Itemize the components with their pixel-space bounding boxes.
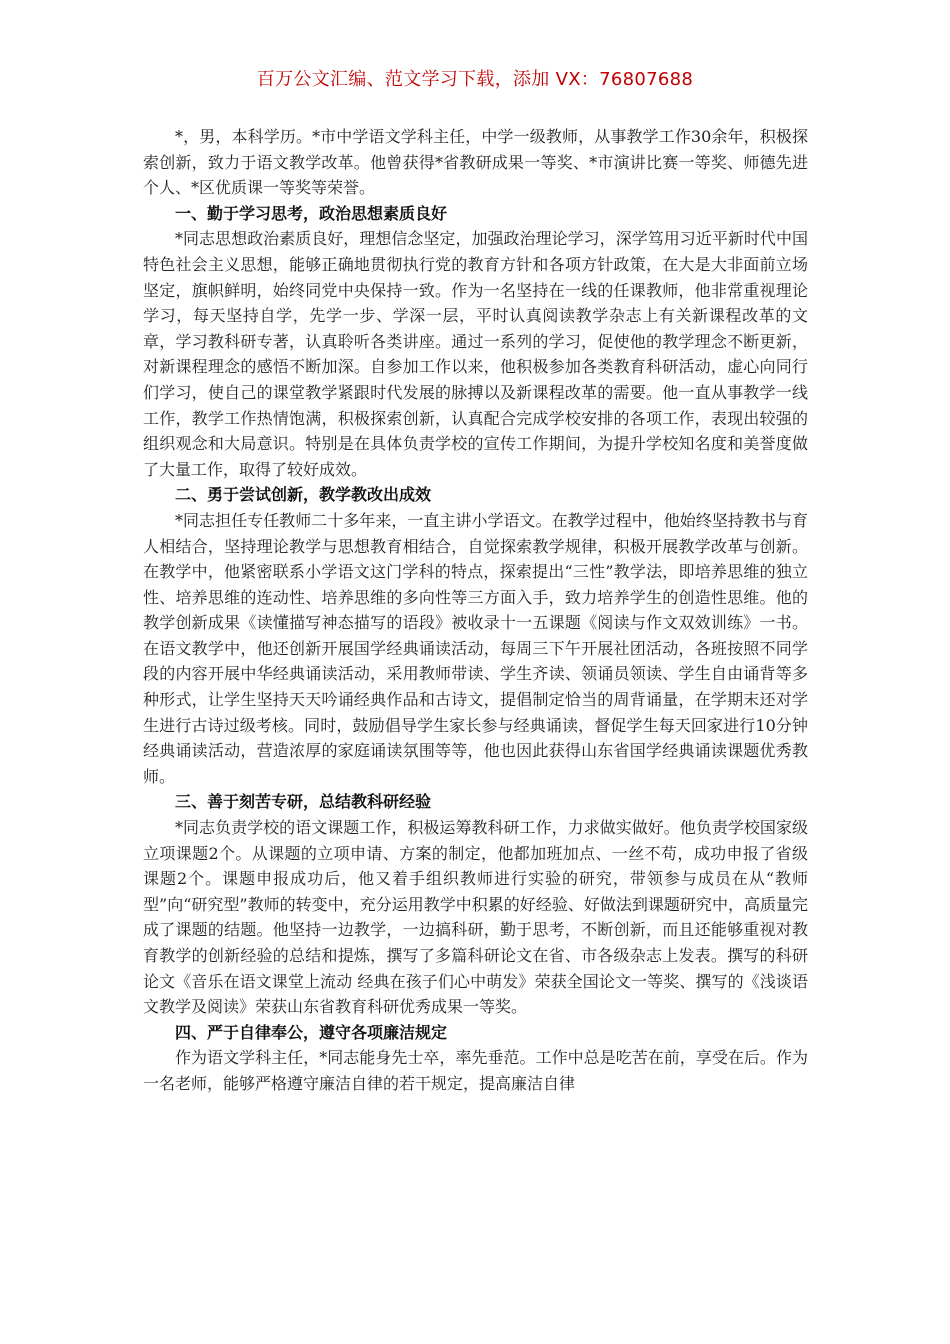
- section-heading-4: 四、严于自律奉公，遵守各项廉洁规定: [175, 1022, 448, 1042]
- section-paragraph-3: *同志负责学校的语文课题工作，积极运筹教科研工作，力求做实做好。他负责学校国家级立项课题2个。从课题的立项申请、方案的制定，他都加班加点、一丝不苟，成功申报了省级课题2个。课题申报成功后，他又着手组织教师进行实验的研究，带领参与成员在从“教师型”向“研究型”教师的转变中，充分运用教学中积累的好经验、好做法到课题研究中，高质量完成了课题的结题。他坚持一边教学，一边搞科研，勤于思考，不断创新，而且还能够重视对教育教学的创新经验的总结和提炼，撰写了多篇科研论文在省、市各级杂志上发表。撰写的科研论文《音乐在语文课堂上流动 经典在孩子们心中萌发》荣获全国论文一等奖、撰写的《浅谈语文教学及阅读》荣获山东省教育科研优秀成果一等奖。: [143, 818, 808, 1017]
- section-paragraph-2: *同志担任专任教师二十多年来，一直主讲小学语文。在教学过程中，他始终坚持教书与育人相结合，坚持理论教学与思想教育相结合，自觉探索教学规律，积极开展教学改革与创新。在教学中，他紧密联系小学语文这门学科的特点，探索提出“三性”教学法，即培养思维的独立性、培养思维的连动性、培养思维的多向性等三方面入手，致力培养学生的创造性思维。他的教学创新成果《读懂描写神态描写的语段》被收录十一五课题《阅读与作文双效训练》一书。在语文教学中，他还创新开展国学经典诵读活动，每周三下午开展社团活动，各班按照不同学段的内容开展中华经典诵读活动，采用教师带读、学生齐读、领诵员领读、学生自由诵背等多种形式，让学生坚持天天吟诵经典作品和古诗文，提倡制定恰当的周背诵量，在学期末还对学生进行古诗过级考核。同时，鼓励倡导学生家长参与经典诵读，督促学生每天回家进行10分钟经典诵读活动，营造浓厚的家庭诵读氛围等等，他也因此获得山东省国学经典诵读课题优秀教师。: [143, 510, 808, 786]
- document-body: [143, 124, 808, 1097]
- section-paragraph-4: 作为语文学科主任，*同志能身先士卒，率先垂范。工作中总是吃苦在前，享受在后。作为一名老师，能够严格遵守廉洁自律的若干规定，提高廉洁自律: [143, 1048, 808, 1093]
- header-banner: 百万公文汇编、范文学习下载，添加 VX：76807688: [256, 69, 694, 90]
- section-paragraph-1: *同志思想政治素质良好，理想信念坚定，加强政治理论学习，深学笃用习近平新时代中国特色社会主义思想，能够正确地贯彻执行党的教育方针和各项方针政策，在大是大非面前立场坚定，旗帜鲜明，始终同党中央保持一致。作为一名坚持在一线的任课教师，他非常重视理论学习，每天坚持自学，先学一步、学深一层，平时认真阅读教学杂志上有关新课程改革的文章，学习教科研专著，认真聆听各类讲座。通过一系列的学习，促使他的教学理念不断更新，对新课程理念的感悟不断加深。自参加工作以来，他积极参加各类教育科研活动，虚心向同行们学习，使自己的课堂教学紧跟时代发展的脉搏以及新课程改革的需要。他一直从事教学一线工作，教学工作热情饱满，积极探索创新，认真配合完成学校安排的各项工作，表现出较强的组织观念和大局意识。特别是在具体负责学校的宣传工作期间，为提升学校知名度和美誉度做了大量工作，取得了较好成效。: [143, 229, 808, 479]
- section-heading-3: 三、善于刻苦专研，总结教科研经验: [175, 792, 432, 812]
- intro-paragraph: *，男，本科学历。*市中学语文学科主任，中学一级教师，从事教学工作30余年，积极探索创新，致力于语文教学改革。他曾获得*省教研成果一等奖、*市演讲比赛一等奖、师德先进个人、*区优质课一等奖等荣誉。: [143, 127, 808, 198]
- section-heading-1: 一、勤于学习思考，政治思想素质良好: [175, 203, 448, 223]
- section-heading-2: 二、勇于尝试创新，教学教改出成效: [175, 485, 432, 505]
